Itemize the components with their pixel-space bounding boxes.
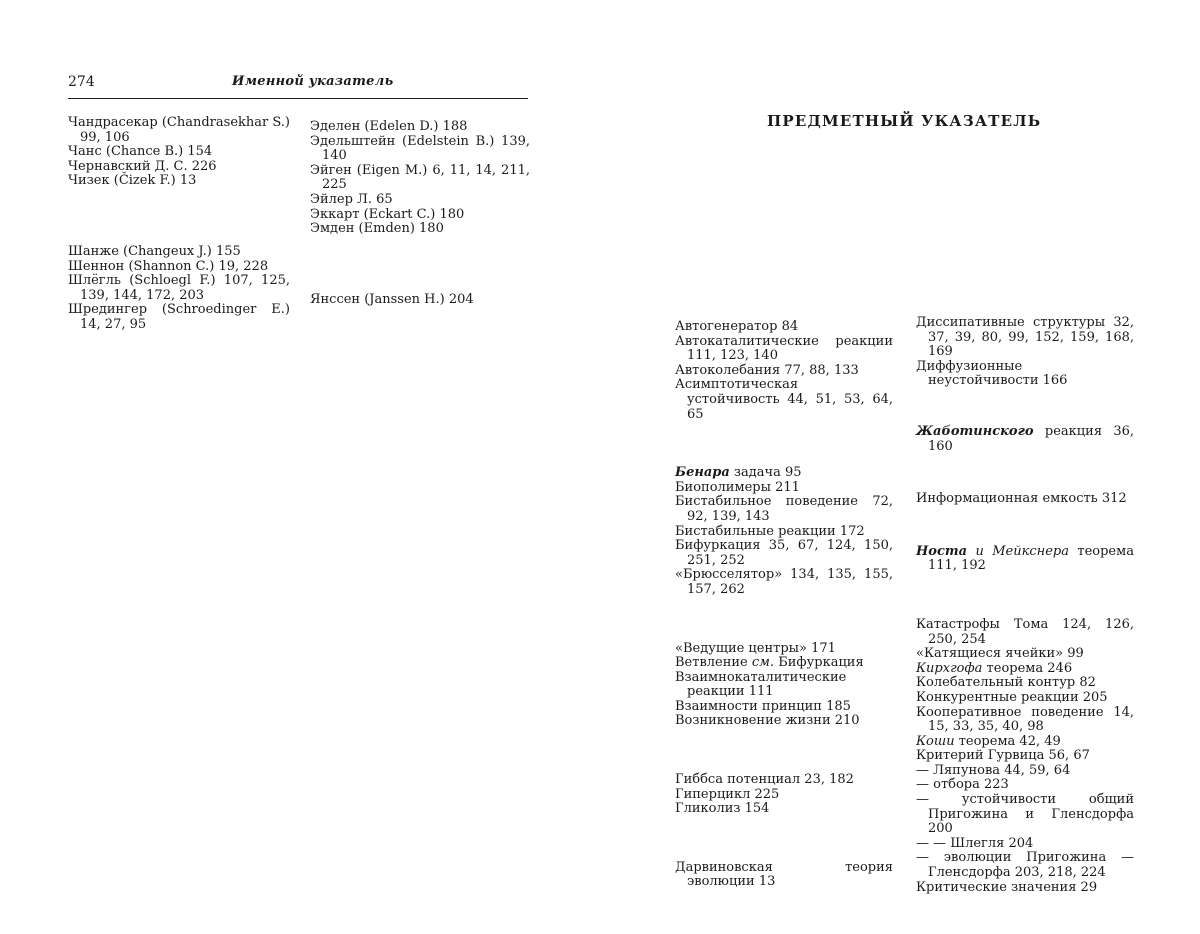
- index-entry: Автокаталитические реакции 111, 123, 140: [675, 333, 893, 364]
- entry-text: теорема 42, 49: [954, 733, 1061, 749]
- index-group-k: [916, 618, 1134, 895]
- index-entry: Чернавский Д. С. 226: [68, 158, 217, 174]
- index-entry: Автоколебания 77, 88, 133: [675, 362, 859, 378]
- index-entry: Чанс (Chance B.) 154: [68, 144, 213, 160]
- subject-index-column-2: [916, 316, 1134, 895]
- name-index-column-2: [310, 120, 530, 307]
- index-group-ya: [310, 293, 530, 308]
- index-group-a: [675, 320, 893, 422]
- index-entry: Шеннон (Shannon C.) 19, 228: [68, 258, 269, 274]
- index-entry: Эйлер Л. 65: [310, 191, 393, 207]
- index-group-g: [675, 773, 893, 817]
- index-entry: Возникновение жизни 210: [675, 713, 860, 729]
- index-group-sh: [68, 245, 290, 333]
- index-group-j: [916, 545, 1134, 574]
- index-entry: Гликолиз 154: [675, 801, 770, 817]
- index-entry: — — Шлегля 204: [916, 835, 1034, 851]
- index-entry: [916, 662, 1134, 677]
- index-group-ch: [68, 116, 290, 189]
- index-entry: Гиббса потенциал 23, 182: [675, 772, 854, 788]
- entry-emphasis: Мейкснера: [992, 543, 1069, 559]
- entry-text: задача 95: [729, 465, 802, 481]
- index-entry: Эмден (Emden) 180: [310, 221, 444, 237]
- index-entry: Чизек (Čizek F.) 13: [68, 173, 197, 189]
- index-group-v: [675, 642, 893, 730]
- index-entry: [916, 545, 1134, 574]
- index-entry: Асимптотическая устойчивость 44, 51, 53, 64, 65: [675, 377, 893, 422]
- index-entry: Взаимности принцип 185: [675, 698, 851, 714]
- index-group-d: [675, 861, 893, 890]
- index-entry: [675, 656, 893, 671]
- index-entry: [916, 425, 1134, 454]
- entry-emphasis: Бенара: [675, 465, 730, 481]
- index-group-d2: [916, 316, 1134, 389]
- page-number: 274: [68, 74, 95, 90]
- index-entry: Шредингер (Schroedinger E.) 14, 27, 95: [68, 302, 290, 332]
- name-index-column-1: [68, 116, 290, 333]
- index-entry: Катастрофы Тома 124, 126, 250, 254: [916, 616, 1134, 647]
- running-head: [68, 72, 528, 99]
- index-entry: Автогенератор 84: [675, 319, 799, 334]
- index-entry: Взаимнокаталитические реакции 111: [675, 669, 847, 700]
- index-entry: [916, 735, 1134, 750]
- entry-emphasis: Коши: [916, 733, 955, 749]
- index-entry: Эйген (Eigen M.) 6, 11, 14, 211, 225: [310, 162, 530, 193]
- index-entry: «Брюсселятор» 134, 135, 155, 157, 262: [675, 567, 893, 597]
- index-entry: Диссипативные структуры 32, 37, 39, 80, 99, 152, 159, 168, 169: [916, 315, 1134, 360]
- subject-index-column-1: [675, 320, 893, 890]
- entry-emphasis: Жаботинского: [916, 423, 1034, 439]
- entry-emphasis: Кирхгофа: [916, 660, 983, 676]
- entry-see-reference: см.: [751, 655, 775, 671]
- section-title: ПРЕДМЕТНЫЙ УКАЗАТЕЛЬ: [767, 112, 1042, 130]
- index-entry: Информационная емкость 312: [916, 491, 1127, 507]
- index-entry: Конкурентные реакции 205: [916, 689, 1108, 705]
- index-entry: Бистабильные реакции 172: [675, 523, 865, 539]
- index-entry: — отбора 223: [916, 777, 1009, 793]
- index-entry: Бистабильное поведение 72, 92, 139, 143: [675, 494, 893, 524]
- index-group-zh: [916, 425, 1134, 454]
- entry-text: теорема 111, 192: [928, 543, 1134, 574]
- index-entry: Эккарт (Eckart C.) 180: [310, 206, 465, 222]
- entry-emphasis: Носта: [916, 543, 968, 559]
- index-entry: Шлёгль (Schloegl F.) 107, 125, 139, 144, 172, 203: [68, 273, 290, 303]
- index-group-b: [675, 466, 893, 597]
- index-entry: «Ведущие центры» 171: [675, 640, 836, 656]
- index-entry: Бифуркация 35, 67, 124, 150, 251, 252: [675, 538, 893, 568]
- index-entry: Критерий Гурвица 56, 67: [916, 748, 1090, 764]
- entry-text: Бифуркация: [774, 655, 864, 671]
- index-entry: [675, 466, 893, 481]
- index-entry: Диффузионные неустойчивости 166: [916, 358, 1068, 389]
- right-page: [600, 0, 1200, 934]
- index-entry: Биополимеры 211: [675, 479, 800, 495]
- index-entry: Эделен (Edelen D.) 188: [310, 119, 468, 134]
- index-entry: Кооперативное поведение 14, 15, 33, 35, 40, 98: [916, 704, 1134, 735]
- index-entry: Колебательный контур 82: [916, 675, 1096, 691]
- index-entry: Критические значения 29: [916, 879, 1098, 895]
- entry-text: Ветвление: [675, 655, 752, 671]
- entry-text: реакция 36, 160: [928, 423, 1134, 454]
- entry-text: и: [967, 543, 993, 559]
- index-entry: «Катящиеся ячейки» 99: [916, 646, 1084, 662]
- index-entry: Эдельштейн (Edelstein B.) 139, 140: [310, 133, 530, 164]
- index-entry: Янссен (Janssen H.) 204: [310, 291, 474, 307]
- index-entry: Гиперцикл 225: [675, 786, 780, 802]
- index-entry: Дарвиновская теория эволюции 13: [675, 859, 893, 890]
- index-entry: — Ляпунова 44, 59, 64: [916, 762, 1071, 778]
- index-entry: — эволюции Пригожина — Гленсдорфа 203, 218, 224: [916, 850, 1134, 881]
- index-group-i: [916, 492, 1134, 507]
- index-entry: — устойчивости общий Пригожина и Гленсдорфа 200: [916, 792, 1134, 837]
- index-group-e: [310, 120, 530, 237]
- entry-text: теорема 246: [982, 660, 1073, 676]
- index-entry: Шанже (Changeux J.) 155: [68, 243, 241, 259]
- index-entry: Чандрасекар (Chandrasekhar S.) 99, 106: [68, 115, 291, 145]
- running-head-title: Именной указатель: [232, 74, 394, 89]
